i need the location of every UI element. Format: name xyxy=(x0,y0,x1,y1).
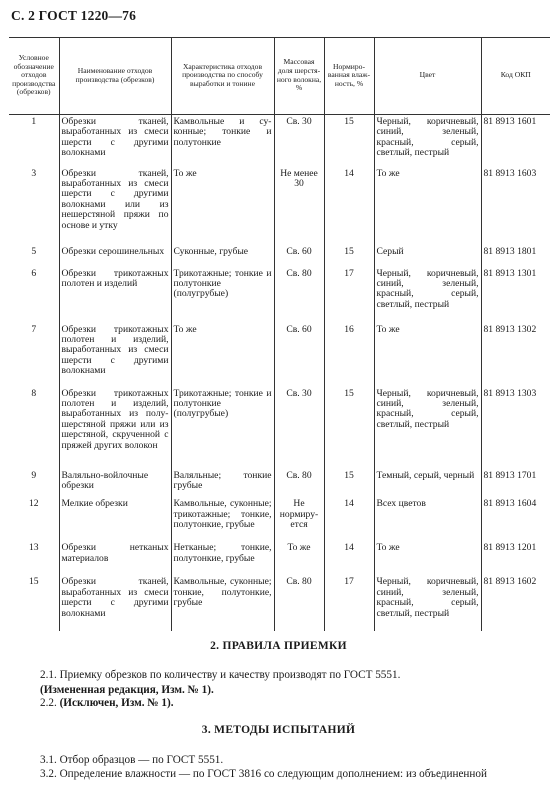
cell-okp: 81 8913 1302 xyxy=(481,323,550,387)
cell-moisture: 15 xyxy=(324,387,374,469)
paragraph-2-2 xyxy=(40,697,552,710)
cell-moisture: 16 xyxy=(324,323,374,387)
page-header: С. 2 ГОСТ 1220—76 xyxy=(11,8,137,23)
cell-mass: Св. 80 xyxy=(274,267,324,323)
cell-characteristics: То же xyxy=(171,323,274,387)
cell-characteristics: Трикотажные; тонкие и полутонкие (полугрубые) xyxy=(171,267,274,323)
paragraph-3-2: 3.2. Определение влажности — по ГОСТ 3816 со следующим дополнением: из объединенной xyxy=(40,768,487,780)
cell-characteristics: Трикотажные; тонкие и полутонкие (полугрубые) xyxy=(171,387,274,469)
table-row xyxy=(9,167,550,245)
table-row xyxy=(9,497,550,541)
paragraph-2-1-note: (Измененная редакция, Изм. № 1). xyxy=(40,684,214,696)
cell-code: 6 xyxy=(31,267,37,279)
cell-color: Черный, коричневый, синий, зеленый, красный, серый, светлый, пестрый xyxy=(374,387,481,469)
paragraph-2-2-note: (Исключен, Изм. № 1). xyxy=(59,697,174,709)
cell-okp: 81 8913 1604 xyxy=(481,497,550,541)
cell-code: 8 xyxy=(31,387,37,399)
cell-color: Черный, коричневый, синий, зеленый, красный, серый, светлый, пестрый xyxy=(374,115,481,167)
table-row xyxy=(9,469,550,498)
cell-characteristics: Суконные, грубые xyxy=(171,245,274,267)
cell-code: 12 xyxy=(28,498,39,510)
paragraph-2-2-number: 2.2. xyxy=(40,697,57,709)
header-okp: Код ОКП xyxy=(481,38,550,115)
waste-spec-table xyxy=(9,37,550,631)
cell-characteristics: Валяльные; тонкие грубые xyxy=(171,469,274,498)
cell-moisture: 17 xyxy=(324,267,374,323)
header-name: Наименование отходов производства (обрезков) xyxy=(59,38,171,115)
cell-code: 5 xyxy=(31,245,37,257)
cell-mass: Не менее 30 xyxy=(274,167,324,245)
header-mass-share: Массовая доля шерстяного волокна, % xyxy=(274,38,324,115)
cell-mass: Св. 30 xyxy=(274,387,324,469)
cell-name: Обрезки тканей, выработанных из смеси шерсти с другими волокнами или из нешерстяной пряжи по основе и утку xyxy=(59,167,171,245)
table-row xyxy=(9,115,550,167)
cell-characteristics: Камвольные и суконные; тонкие и полутонкие xyxy=(171,115,274,167)
cell-name: Обрезки тканей, выработанных из смеси шерсти с другими волокнами xyxy=(59,115,171,167)
cell-color: То же xyxy=(374,323,481,387)
header-color: Цвет xyxy=(374,38,481,115)
table-row xyxy=(9,541,550,575)
cell-name: Обрезки нетканых материалов xyxy=(59,541,171,575)
cell-moisture: 15 xyxy=(324,245,374,267)
cell-okp: 81 8913 1303 xyxy=(481,387,550,469)
cell-okp: 81 8913 1801 xyxy=(481,245,550,267)
cell-mass: То же xyxy=(274,541,324,575)
cell-okp: 81 8913 1301 xyxy=(481,267,550,323)
table-row xyxy=(9,323,550,387)
cell-characteristics: Камвольные, суконные; трикотажные; тонкие, полутонкие, грубые xyxy=(171,497,274,541)
cell-mass: Не нормируется xyxy=(274,497,324,541)
cell-mass: Св. 80 xyxy=(274,575,324,631)
table-row xyxy=(9,267,550,323)
table-row xyxy=(9,245,550,267)
cell-moisture: 17 xyxy=(324,575,374,631)
cell-mass: Св. 60 xyxy=(274,323,324,387)
cell-name: Обрезки трикотажных полотен и изделий, выработанных из полушерстяной пряжи или из шерстяной, скрученной с пряжей других волокон xyxy=(59,387,171,469)
cell-name: Обрезки трикотажных полотен и изделий xyxy=(59,267,171,323)
cell-okp: 81 8913 1201 xyxy=(481,541,550,575)
cell-code: 13 xyxy=(28,542,39,554)
paragraph-3-1: 3.1. Отбор образцов — по ГОСТ 5551. xyxy=(40,754,224,766)
header-moisture: Нормированная влажность, % xyxy=(324,38,374,115)
cell-color: Черный, коричневый, синий, зеленый, красный, серый, светлый, пестрый xyxy=(374,575,481,631)
cell-okp: 81 8913 1601 xyxy=(481,115,550,167)
cell-code: 9 xyxy=(31,469,37,481)
table-header-row xyxy=(9,38,550,115)
cell-color: Темный, серый, черный xyxy=(374,469,481,498)
cell-characteristics: Камвольные, суконные; тонкие, полутонкие, грубые xyxy=(171,575,274,631)
cell-color: Черный, коричневый, синий, зеленый, красный, серый, светлый, пестрый xyxy=(374,267,481,323)
header-code: Условное обозначение отходов производства (обрезков) xyxy=(9,38,59,115)
table-row xyxy=(9,387,550,469)
section-2-title: 2. ПРАВИЛА ПРИЕМКИ xyxy=(210,640,347,652)
cell-okp: 81 8913 1701 xyxy=(481,469,550,498)
cell-moisture: 15 xyxy=(324,115,374,167)
cell-code: 1 xyxy=(31,116,37,127)
table-row xyxy=(9,575,550,631)
cell-moisture: 15 xyxy=(324,469,374,498)
cell-name: Обрезки тканей, выработанных из смеси шерсти с другими волокнами xyxy=(59,575,171,631)
cell-name: Обрезки трикотажных полотен и изделий, выработанных из смеси шерсти с другими волокнами xyxy=(59,323,171,387)
cell-code: 3 xyxy=(31,167,37,179)
cell-mass: Св. 30 xyxy=(274,115,324,167)
cell-name: Мелкие обрезки xyxy=(59,497,171,541)
cell-okp: 81 8913 1602 xyxy=(481,575,550,631)
section-3-title: 3. МЕТОДЫ ИСПЫТАНИЙ xyxy=(201,724,356,736)
cell-moisture: 14 xyxy=(324,541,374,575)
cell-color: То же xyxy=(374,541,481,575)
cell-moisture: 14 xyxy=(324,167,374,245)
header-characteristics: Характеристика отходов производства по способу выработки и тонине xyxy=(171,38,274,115)
cell-characteristics: То же xyxy=(171,167,274,245)
paragraph-2-1: 2.1. Приемку обрезков по количеству и качеству производят по ГОСТ 5551. xyxy=(40,669,401,681)
cell-code: 7 xyxy=(31,323,37,335)
cell-code: 15 xyxy=(28,576,39,588)
cell-name: Обрезки серошинельных xyxy=(59,245,171,267)
cell-okp: 81 8913 1603 xyxy=(481,167,550,245)
cell-color: Всех цветов xyxy=(374,497,481,541)
cell-mass: Св. 60 xyxy=(274,245,324,267)
cell-moisture: 14 xyxy=(324,497,374,541)
cell-color: Серый xyxy=(374,245,481,267)
cell-characteristics: Нетканые; тонкие, полутонкие, грубые xyxy=(171,541,274,575)
cell-name: Валяльно-войлочные обрезки xyxy=(59,469,171,498)
cell-mass: Св. 80 xyxy=(274,469,324,498)
cell-color: То же xyxy=(374,167,481,245)
